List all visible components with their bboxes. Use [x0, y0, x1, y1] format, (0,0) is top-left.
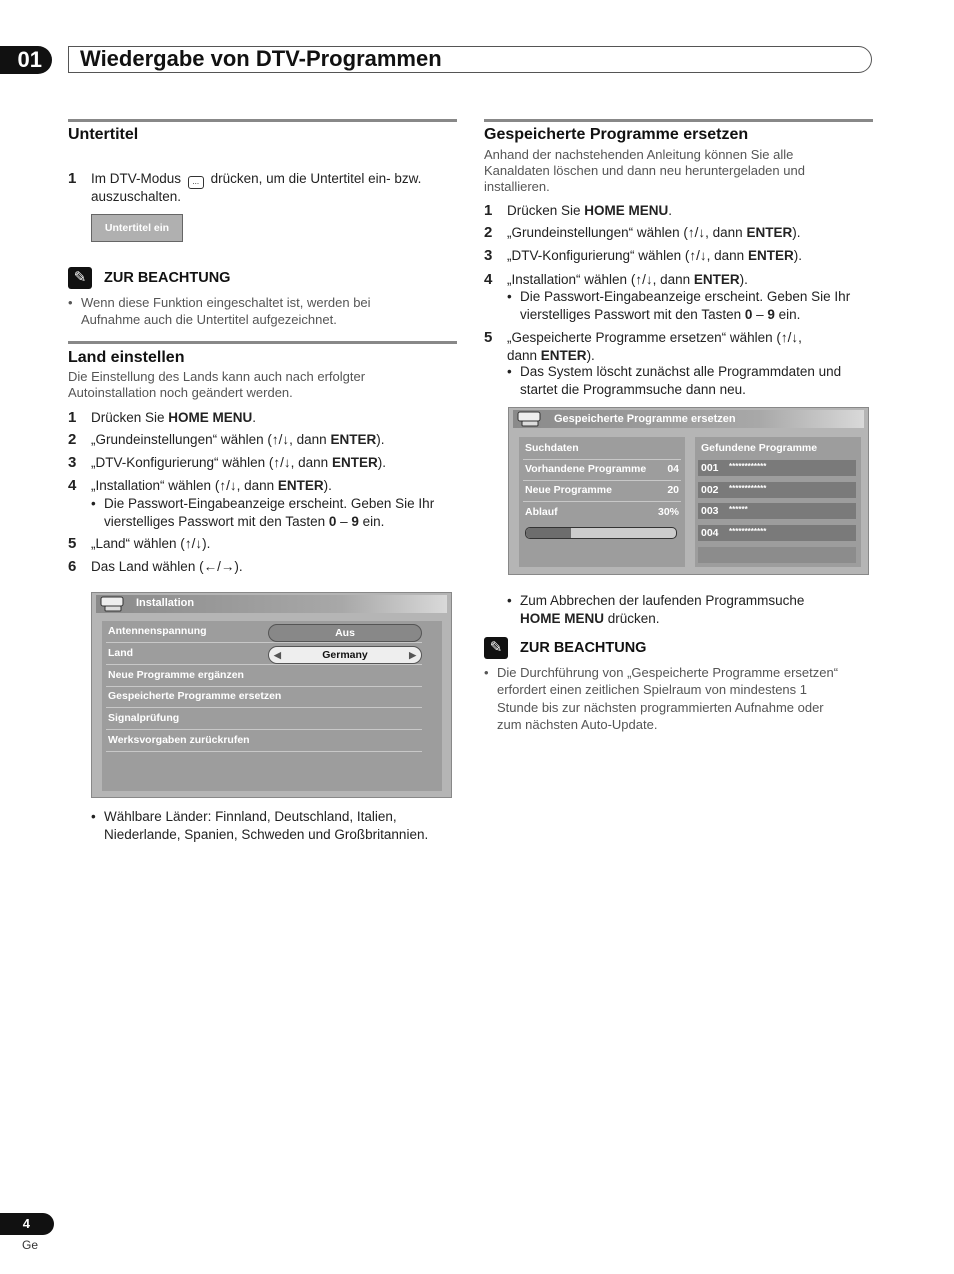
menu-item-werksvorgaben[interactable]: Werksvorgaben zurückrufen	[108, 734, 250, 746]
menu-item-neue-programme[interactable]: Neue Programme ergänzen	[108, 669, 244, 681]
note-text: • Die Durchführung von „Gespeicherte Programme ersetzen“ erfordert einen zeitlichen Spielraum von mindestens 1 Stunde bis zur nächsten programmierten Aufnahme oder zum nächsten Auto-Update.	[484, 665, 839, 732]
menu-item-antennenspannung[interactable]: Antennenspannung	[108, 625, 207, 637]
found-program-row: 001 ************	[698, 460, 856, 476]
arrow-up-down-icon: ↑/↓	[687, 225, 706, 240]
gesp-intro-1: Anhand der nachstehenden Anleitung können Sie alle	[484, 147, 794, 162]
existing-programs-label: Vorhandene Programme	[525, 463, 647, 475]
land-selector[interactable]	[268, 646, 422, 664]
subtitle-button-icon: ...	[188, 176, 204, 189]
step-3: 3 „DTV-Konfigurierung“ wählen (↑/↓, dann ENTER).	[68, 454, 386, 471]
settings-tv-icon	[517, 411, 543, 427]
step-2: 2 „Grundeinstellungen“ wählen (↑/↓, dann ENTER).	[484, 224, 801, 241]
step-1: 1 Drücken Sie HOME MENU.	[484, 202, 673, 219]
note-text: • Wenn diese Funktion eingeschaltet ist, werden bei Aufnahme auch die Untertitel aufgezeichnet.	[68, 295, 371, 327]
search-data-header: Suchdaten	[525, 442, 579, 454]
land-steps	[68, 409, 458, 579]
arrow-left-icon[interactable]: ◀	[274, 650, 281, 660]
subtitle-on-indicator: Untertitel ein	[91, 214, 183, 242]
section-rule	[68, 119, 457, 122]
antenna-value[interactable]: Aus	[268, 624, 422, 642]
arrow-up-down-icon: ↑/↓	[184, 536, 203, 551]
arrow-up-down-icon: ↑/↓	[689, 248, 707, 263]
arrow-up-down-icon: ↑/↓	[635, 272, 653, 287]
found-programs-header: Gefundene Programme	[701, 442, 818, 454]
step-5: 5 „Gespeicherte Programme ersetzen“ wählen (↑/↓, dann ENTER).	[484, 329, 802, 363]
osd-replace-screen	[508, 407, 869, 575]
step-1: 1 Drücken Sie HOME MENU.	[68, 409, 257, 426]
osd-title: Installation	[136, 597, 195, 609]
found-program-row: 004 ************	[698, 525, 856, 541]
progress-value: 30%	[657, 506, 679, 518]
step-5: 5 „Land“ wählen (↑/↓).	[68, 535, 211, 552]
found-program-row: 002 ************	[698, 482, 856, 498]
arrow-right-icon[interactable]: ▶	[409, 650, 416, 660]
note-heading: ZUR BEACHTUNG	[104, 270, 231, 286]
gesp-intro-3: installieren.	[484, 179, 550, 194]
progress-bar	[525, 527, 677, 539]
arrow-up-down-icon: ↑/↓	[780, 330, 799, 345]
page-number: 4	[0, 1213, 54, 1235]
step-4: 4 „Installation“ wählen (↑/↓, dann ENTER).	[68, 477, 332, 494]
found-programs-panel	[695, 437, 861, 567]
step-6: 6 Das Land wählen (←/→).	[68, 558, 243, 575]
heading-gespeicherte: Gespeicherte Programme ersetzen	[484, 126, 749, 143]
language-code: Ge	[22, 1238, 39, 1252]
progress-bar-fill	[526, 528, 571, 538]
menu-item-gespeicherte-programme[interactable]: Gespeicherte Programme ersetzen	[108, 690, 282, 702]
section-rule	[68, 341, 457, 344]
section-rule	[484, 119, 873, 122]
note-pencil-icon: ✎	[68, 267, 92, 289]
gesp-intro-2: Kanaldaten löschen und dann neu heruntergeladen und	[484, 163, 805, 178]
arrow-up-down-icon: ↑/↓	[271, 432, 290, 447]
arrow-up-down-icon: ↑/↓	[273, 455, 291, 470]
step-4-bullet: • Die Passwort-Eingabeanzeige erscheint. Geben Sie Ihr vierstelliges Passwort mit den Tasten 0 – 9 ein.	[91, 496, 435, 529]
land-value: Germany	[322, 649, 368, 661]
osd-menu	[102, 621, 442, 791]
new-programs-value: 20	[667, 484, 679, 496]
note-heading: ZUR BEACHTUNG	[520, 640, 647, 656]
heading-untertitel: Untertitel	[68, 126, 139, 143]
step-text: auszuschalten.	[91, 189, 182, 204]
step-3: 3 „DTV-Konfigurierung“ wählen (↑/↓, dann ENTER).	[484, 247, 802, 264]
step-2: 2 „Grundeinstellungen“ wählen (↑/↓, dann ENTER).	[68, 431, 385, 448]
land-intro-2: Autoinstallation noch geändert werden.	[68, 385, 293, 400]
found-program-row: 003 ******	[698, 503, 856, 519]
existing-programs-value: 04	[667, 463, 679, 475]
progress-label: Ablauf	[525, 506, 558, 518]
search-data-panel	[519, 437, 685, 567]
step-text: Im DTV-Modus	[91, 171, 182, 186]
found-program-row-empty	[698, 547, 856, 563]
step-5-bullet: • Das System löscht zunächst alle Programmdaten und startet die Programmsuche dann neu.	[507, 364, 842, 397]
land-countries-bullet: • Wählbare Länder: Finnland, Deutschland, Italien, Niederlande, Spanien, Schweden und Großbritannien.	[91, 809, 429, 842]
arrow-up-down-icon: ↑/↓	[219, 478, 237, 493]
note-pencil-icon: ✎	[484, 637, 508, 659]
new-programs-label: Neue Programme	[525, 484, 612, 496]
untertitel-step-1	[68, 170, 458, 210]
menu-item-signalpruefung[interactable]: Signalprüfung	[108, 712, 180, 724]
step-4-bullet: • Die Passwort-Eingabeanzeige erscheint. Geben Sie Ihr vierstelliges Passwort mit den Tasten 0 – 9 ein.	[507, 289, 851, 322]
step-4: 4 „Installation“ wählen (↑/↓, dann ENTER).	[484, 271, 748, 288]
gesp-steps	[484, 202, 874, 402]
settings-tv-icon	[100, 596, 126, 612]
heading-land: Land einstellen	[68, 349, 185, 366]
menu-item-land[interactable]: Land	[108, 647, 134, 659]
chapter-title: Wiedergabe von DTV-Programmen	[80, 46, 442, 71]
cancel-search-bullet: • Zum Abbrechen der laufenden Programmsuche HOME MENU drücken.	[507, 593, 805, 626]
step-text: drücken, um die Untertitel ein- bzw.	[210, 171, 422, 186]
osd-title: Gespeicherte Programme ersetzen	[554, 413, 736, 425]
step-number: 1	[68, 170, 77, 187]
arrow-left-right-icon: ←/→	[203, 559, 235, 574]
chapter-number: 01	[0, 46, 52, 74]
osd-installation-screen	[91, 592, 452, 798]
land-intro-1: Die Einstellung des Lands kann auch nach erfolgter	[68, 369, 366, 384]
